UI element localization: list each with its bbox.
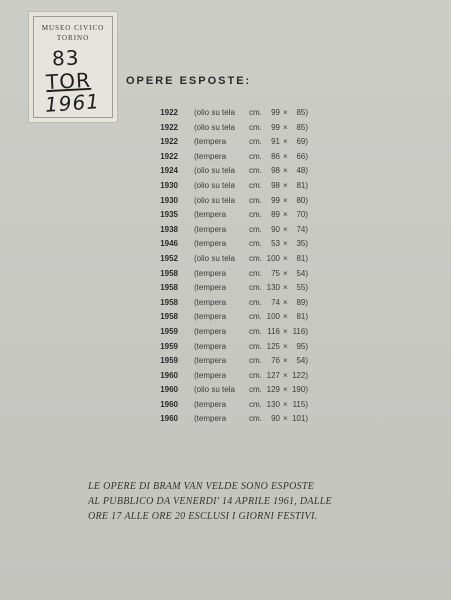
work-times: × <box>283 414 288 424</box>
work-unit: cm. <box>249 224 262 234</box>
work-width: 125 <box>266 341 280 351</box>
work-year: 1952 <box>160 253 178 263</box>
work-technique: (tempera <box>194 297 227 307</box>
work-year: 1958 <box>160 312 178 322</box>
work-technique: (tempera <box>194 356 227 366</box>
work-technique: (olio su tela <box>194 180 235 190</box>
work-year: 1959 <box>160 326 178 336</box>
work-width: 53 <box>271 239 280 249</box>
work-times: × <box>283 224 288 234</box>
work-times: × <box>283 297 288 307</box>
work-year: 1959 <box>160 341 178 351</box>
work-year: 1930 <box>160 195 178 205</box>
work-technique: (tempera <box>194 239 227 249</box>
work-width: 99 <box>271 108 280 117</box>
work-height: 81) <box>296 253 308 263</box>
notice-line: AL PUBBLICO DA VENERDI' 14 APRILE 1961, DALLE <box>88 496 332 507</box>
exhibition-notice <box>88 479 378 524</box>
work-times: × <box>283 253 288 263</box>
work-technique: (tempera <box>194 326 227 336</box>
museum-label <box>29 12 117 122</box>
work-times: × <box>283 137 288 147</box>
work-year: 1930 <box>160 180 178 190</box>
work-unit: cm. <box>249 253 262 263</box>
work-height: 74) <box>296 224 308 234</box>
work-year: 1946 <box>160 239 178 249</box>
work-height: 116) <box>292 326 308 336</box>
work-times: × <box>283 210 288 220</box>
work-year: 1959 <box>160 356 178 366</box>
work-technique: (tempera <box>194 137 227 147</box>
work-times: × <box>283 268 288 278</box>
work-times: × <box>283 283 288 293</box>
work-height: 55) <box>296 283 308 293</box>
work-year: 1938 <box>160 224 178 234</box>
work-year: 1960 <box>160 370 178 380</box>
work-unit: cm. <box>249 122 262 132</box>
work-width: 89 <box>271 210 280 220</box>
work-unit: cm. <box>249 312 262 322</box>
work-technique: (tempera <box>194 283 227 293</box>
work-year: 1960 <box>160 414 178 424</box>
work-technique: (tempera <box>194 399 227 409</box>
work-unit: cm. <box>249 108 262 117</box>
work-technique: (tempera <box>194 268 227 278</box>
work-year: 1924 <box>160 166 178 176</box>
work-technique: (olio su tela <box>194 108 235 117</box>
work-width: 98 <box>271 166 280 176</box>
work-times: × <box>283 356 288 366</box>
work-technique: (tempera <box>194 224 227 234</box>
work-technique: (olio su tela <box>194 253 235 263</box>
work-year: 1958 <box>160 268 178 278</box>
work-width: 99 <box>271 195 280 205</box>
work-width: 100 <box>266 253 280 263</box>
work-height: 54) <box>296 268 308 278</box>
work-unit: cm. <box>249 180 262 190</box>
work-height: 115) <box>292 399 308 409</box>
work-unit: cm. <box>249 195 262 205</box>
work-height: 81) <box>296 180 308 190</box>
work-technique: (tempera <box>194 210 227 220</box>
work-height: 95) <box>296 341 308 351</box>
work-times: × <box>283 122 288 132</box>
work-unit: cm. <box>249 356 262 366</box>
work-unit: cm. <box>249 297 262 307</box>
work-unit: cm. <box>249 137 262 147</box>
work-technique: (olio su tela <box>194 385 235 395</box>
museum-label-city: TORINO <box>56 34 90 42</box>
work-height: 190) <box>291 385 308 395</box>
work-year: 1922 <box>160 151 178 161</box>
work-times: × <box>283 151 288 161</box>
work-year: 1958 <box>160 283 178 293</box>
work-unit: cm. <box>249 283 262 293</box>
work-year: 1922 <box>160 108 178 117</box>
work-year: 1958 <box>160 297 178 307</box>
work-times: × <box>283 326 288 336</box>
work-year: 1935 <box>160 210 178 220</box>
work-unit: cm. <box>249 239 262 249</box>
work-unit: cm. <box>249 151 262 161</box>
handwritten-code: TOR <box>45 67 92 95</box>
notice-line: LE OPERE DI BRAM VAN VELDE SONO ESPOSTE <box>88 481 315 492</box>
work-times: × <box>283 312 288 322</box>
work-technique: (olio su tela <box>194 195 235 205</box>
work-width: 75 <box>271 268 280 278</box>
work-width: 91 <box>271 137 280 147</box>
work-unit: cm. <box>249 166 262 176</box>
work-unit: cm. <box>249 414 262 424</box>
work-width: 90 <box>271 414 280 424</box>
work-width: 129 <box>266 385 280 395</box>
work-year: 1922 <box>160 122 178 132</box>
work-height: 70) <box>296 210 308 220</box>
work-width: 99 <box>271 122 280 132</box>
work-times: × <box>283 399 288 409</box>
work-technique: (olio su tela <box>194 122 235 132</box>
work-technique: (olio su tela <box>194 166 235 176</box>
work-height: 35) <box>296 239 308 249</box>
work-height: 89) <box>296 297 308 307</box>
work-unit: cm. <box>249 210 262 220</box>
work-width: 127 <box>266 370 280 380</box>
work-width: 130 <box>266 399 280 409</box>
work-times: × <box>283 195 288 205</box>
work-width: 76 <box>271 356 280 366</box>
work-times: × <box>283 385 288 395</box>
work-width: 98 <box>271 180 280 190</box>
work-unit: cm. <box>249 326 262 336</box>
handwritten-number: 83 <box>51 45 80 71</box>
work-year: 1960 <box>160 399 178 409</box>
work-times: × <box>283 341 288 351</box>
page-title: OPERE ESPOSTE: <box>126 75 252 87</box>
work-height: 85) <box>296 108 308 117</box>
work-times: × <box>283 239 288 249</box>
work-height: 85) <box>296 122 308 132</box>
work-unit: cm. <box>249 341 262 351</box>
work-unit: cm. <box>249 268 262 278</box>
notice-line: ORE 17 ALLE ORE 20 ESCLUSI I GIORNI FESTIVI. <box>88 511 318 522</box>
work-unit: cm. <box>249 370 262 380</box>
work-technique: (tempera <box>194 151 227 161</box>
work-unit: cm. <box>249 385 262 395</box>
work-times: × <box>283 108 288 117</box>
work-width: 130 <box>266 283 280 293</box>
work-width: 116 <box>267 326 280 336</box>
work-height: 81) <box>296 312 308 322</box>
work-height: 48) <box>296 166 308 176</box>
work-height: 122) <box>291 370 308 380</box>
work-technique: (tempera <box>194 414 227 424</box>
work-technique: (tempera <box>194 341 227 351</box>
work-height: 54) <box>296 356 308 366</box>
handwritten-year: 1961 <box>44 89 101 117</box>
work-width: 90 <box>271 224 280 234</box>
work-times: × <box>283 370 288 380</box>
work-height: 66) <box>296 151 308 161</box>
work-technique: (tempera <box>194 312 227 322</box>
work-height: 69) <box>296 137 308 147</box>
work-times: × <box>283 166 288 176</box>
work-width: 74 <box>271 297 280 307</box>
work-height: 80) <box>296 195 308 205</box>
work-width: 86 <box>271 151 280 161</box>
work-width: 100 <box>266 312 280 322</box>
work-height: 101) <box>291 414 308 424</box>
work-year: 1960 <box>160 385 178 395</box>
work-unit: cm. <box>249 399 262 409</box>
work-year: 1922 <box>160 137 178 147</box>
museum-label-border <box>33 16 113 118</box>
work-technique: (tempera <box>194 370 227 380</box>
work-times: × <box>283 180 288 190</box>
museum-label-name: MUSEO CIVICO <box>41 24 105 32</box>
